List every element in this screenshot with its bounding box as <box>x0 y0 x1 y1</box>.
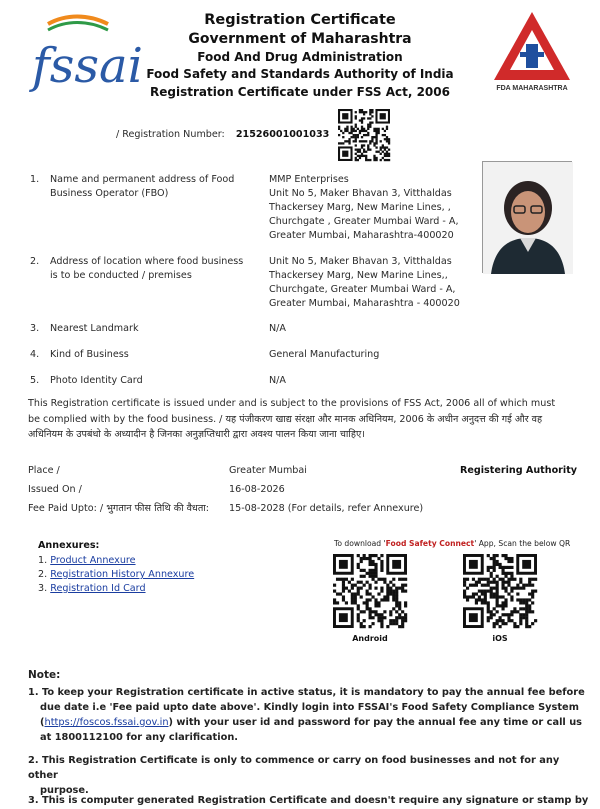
act-title: Registration Certificate under FSS Act, 2006 <box>150 85 450 99</box>
registering-authority: Registering Authority <box>460 465 578 476</box>
note-line: due date i.e 'Fee paid upto date above'. Kindly login into FSSAI's Food Safety Compliance System <box>40 702 579 713</box>
fee-paid-label: Fee Paid Upto: / भुगतान फीस तिथि की वैधता: <box>28 503 210 514</box>
field-label-line: Nearest Landmark <box>50 323 139 334</box>
premises-address-line: Greater Mumbai, Maharashtra - 400020 <box>269 298 460 309</box>
registration-id-card-link[interactable]: Registration Id Card <box>50 583 146 594</box>
annexure-item <box>38 582 146 596</box>
android-qr-code[interactable] <box>333 554 407 628</box>
premises-address-line: Churchgate, Greater Mumbai Ward - A, <box>269 284 456 295</box>
authority-name: Food Safety and Standards Authority of India <box>146 67 454 81</box>
annexure-number: 2. <box>38 569 48 580</box>
svg-text:FDA MAHARASHTRA: FDA MAHARASHTRA <box>496 85 568 92</box>
note-title: Note: <box>28 669 61 681</box>
kind-of-business-value: General Manufacturing <box>269 349 380 360</box>
statement-line: अधिनियम के उपबंधो के अध्यादीन है जिनका अनुज्ञप्तिधारी द्वारा अवश्य पालन किया जाना चाहिए। <box>28 429 365 440</box>
note-1 <box>28 685 588 745</box>
place-value: Greater Mumbai <box>229 465 307 476</box>
annexure-number: 3. <box>38 583 48 594</box>
fbo-address-line: Greater Mumbai, Maharashtra-400020 <box>269 230 454 241</box>
note-line: at 1800112100 for any clarification. <box>40 732 239 743</box>
premises-address-line: Unit No 5, Maker Bhavan 3, Vitthaldas <box>269 256 452 267</box>
registration-history-annexure-link[interactable]: Registration History Annexure <box>50 569 195 580</box>
registration-number-row <box>116 128 329 142</box>
photo-id-value: N/A <box>269 375 286 386</box>
statement-line: This Registration certificate is issued under and is subject to the provisions of FSS Act, 2006 all of which must <box>28 398 556 409</box>
annexure-item <box>38 554 136 568</box>
nearest-landmark-value: N/A <box>269 323 286 334</box>
field-number: 4. <box>30 349 40 360</box>
field-number: 1. <box>30 174 40 185</box>
ios-qr-code[interactable] <box>463 554 537 628</box>
field-label-line: is to be conducted / premises <box>50 270 192 281</box>
department-name: Food And Drug Administration <box>197 50 403 64</box>
fbo-address-line: Unit No 5, Maker Bhavan 3, Vitthaldas <box>269 188 452 199</box>
registration-number-label: / Registration Number: <box>116 129 225 140</box>
ios-label: iOS <box>492 634 508 643</box>
note-line: 1. To keep your Registration certificate in active status, it is mandatory to pay the annual fee before <box>28 687 585 698</box>
issued-on-value: 16-08-2026 <box>229 484 285 495</box>
issued-on-label: Issued On / <box>28 484 82 495</box>
annexure-item <box>38 568 194 582</box>
certificate-title: Registration Certificate <box>204 12 396 28</box>
note-line: purpose. <box>40 785 89 796</box>
field-label-line: Kind of Business <box>50 349 129 360</box>
premises-address-line: Thackersey Marg, New Marine Lines,, <box>269 270 448 281</box>
android-label: Android <box>352 634 388 643</box>
statement <box>28 396 588 443</box>
field-label-line: Business Operator (FBO) <box>50 188 169 199</box>
registration-qr-code <box>338 109 390 161</box>
fee-paid-value: 15-08-2028 (For details, refer Annexure) <box>229 503 424 514</box>
field-label-line: Photo Identity Card <box>50 375 143 386</box>
field-number: 3. <box>30 323 40 334</box>
app-name: Food Safety Connect <box>385 539 475 548</box>
annexure-number: 1. <box>38 555 48 566</box>
note-2 <box>28 753 588 798</box>
government-name: Government of Maharashtra <box>188 31 412 47</box>
fbo-address-line: Thackersey Marg, New Marine Lines, , <box>269 202 451 213</box>
place-label: Place / <box>28 465 60 476</box>
foscos-link[interactable]: https://foscos.fssai.gov.in <box>44 717 169 728</box>
annexures-title: Annexures: <box>38 540 100 551</box>
note-line: (https://foscos.fssai.gov.in) with your user id and password for pay the annual fee any time or call us <box>40 717 583 728</box>
note-3: 3. This is computer generated Registration Certificate and doesn't require any signature or stamp by <box>28 795 589 806</box>
note-line: 2. This Registration Certificate is only to commence or carry on food businesses and not for any other <box>28 755 560 781</box>
field-number: 2. <box>30 256 40 267</box>
fbo-photo <box>482 161 572 273</box>
registration-number: 21526001001033 <box>235 129 330 140</box>
svg-text:fssai: fssai <box>32 38 143 94</box>
product-annexure-link[interactable]: Product Annexure <box>50 555 136 566</box>
fbo-address-line: Churchgate , Greater Mumbai Ward - A, <box>269 216 459 227</box>
app-download-text: To download 'Food Safety Connect' App, Scan the below QR <box>334 539 571 548</box>
field-label-line: Address of location where food business <box>50 256 244 267</box>
field-number: 5. <box>30 375 40 386</box>
fbo-name: MMP Enterprises <box>269 174 349 185</box>
statement-line: be complied with by the food business. / यह पंजीकरण खाद्य संरक्षा और मानक अधिनियम, 2006 के अधीन अनुदत्त की गई और वह <box>28 413 543 425</box>
field-label-line: Name and permanent address of Food <box>50 174 235 185</box>
